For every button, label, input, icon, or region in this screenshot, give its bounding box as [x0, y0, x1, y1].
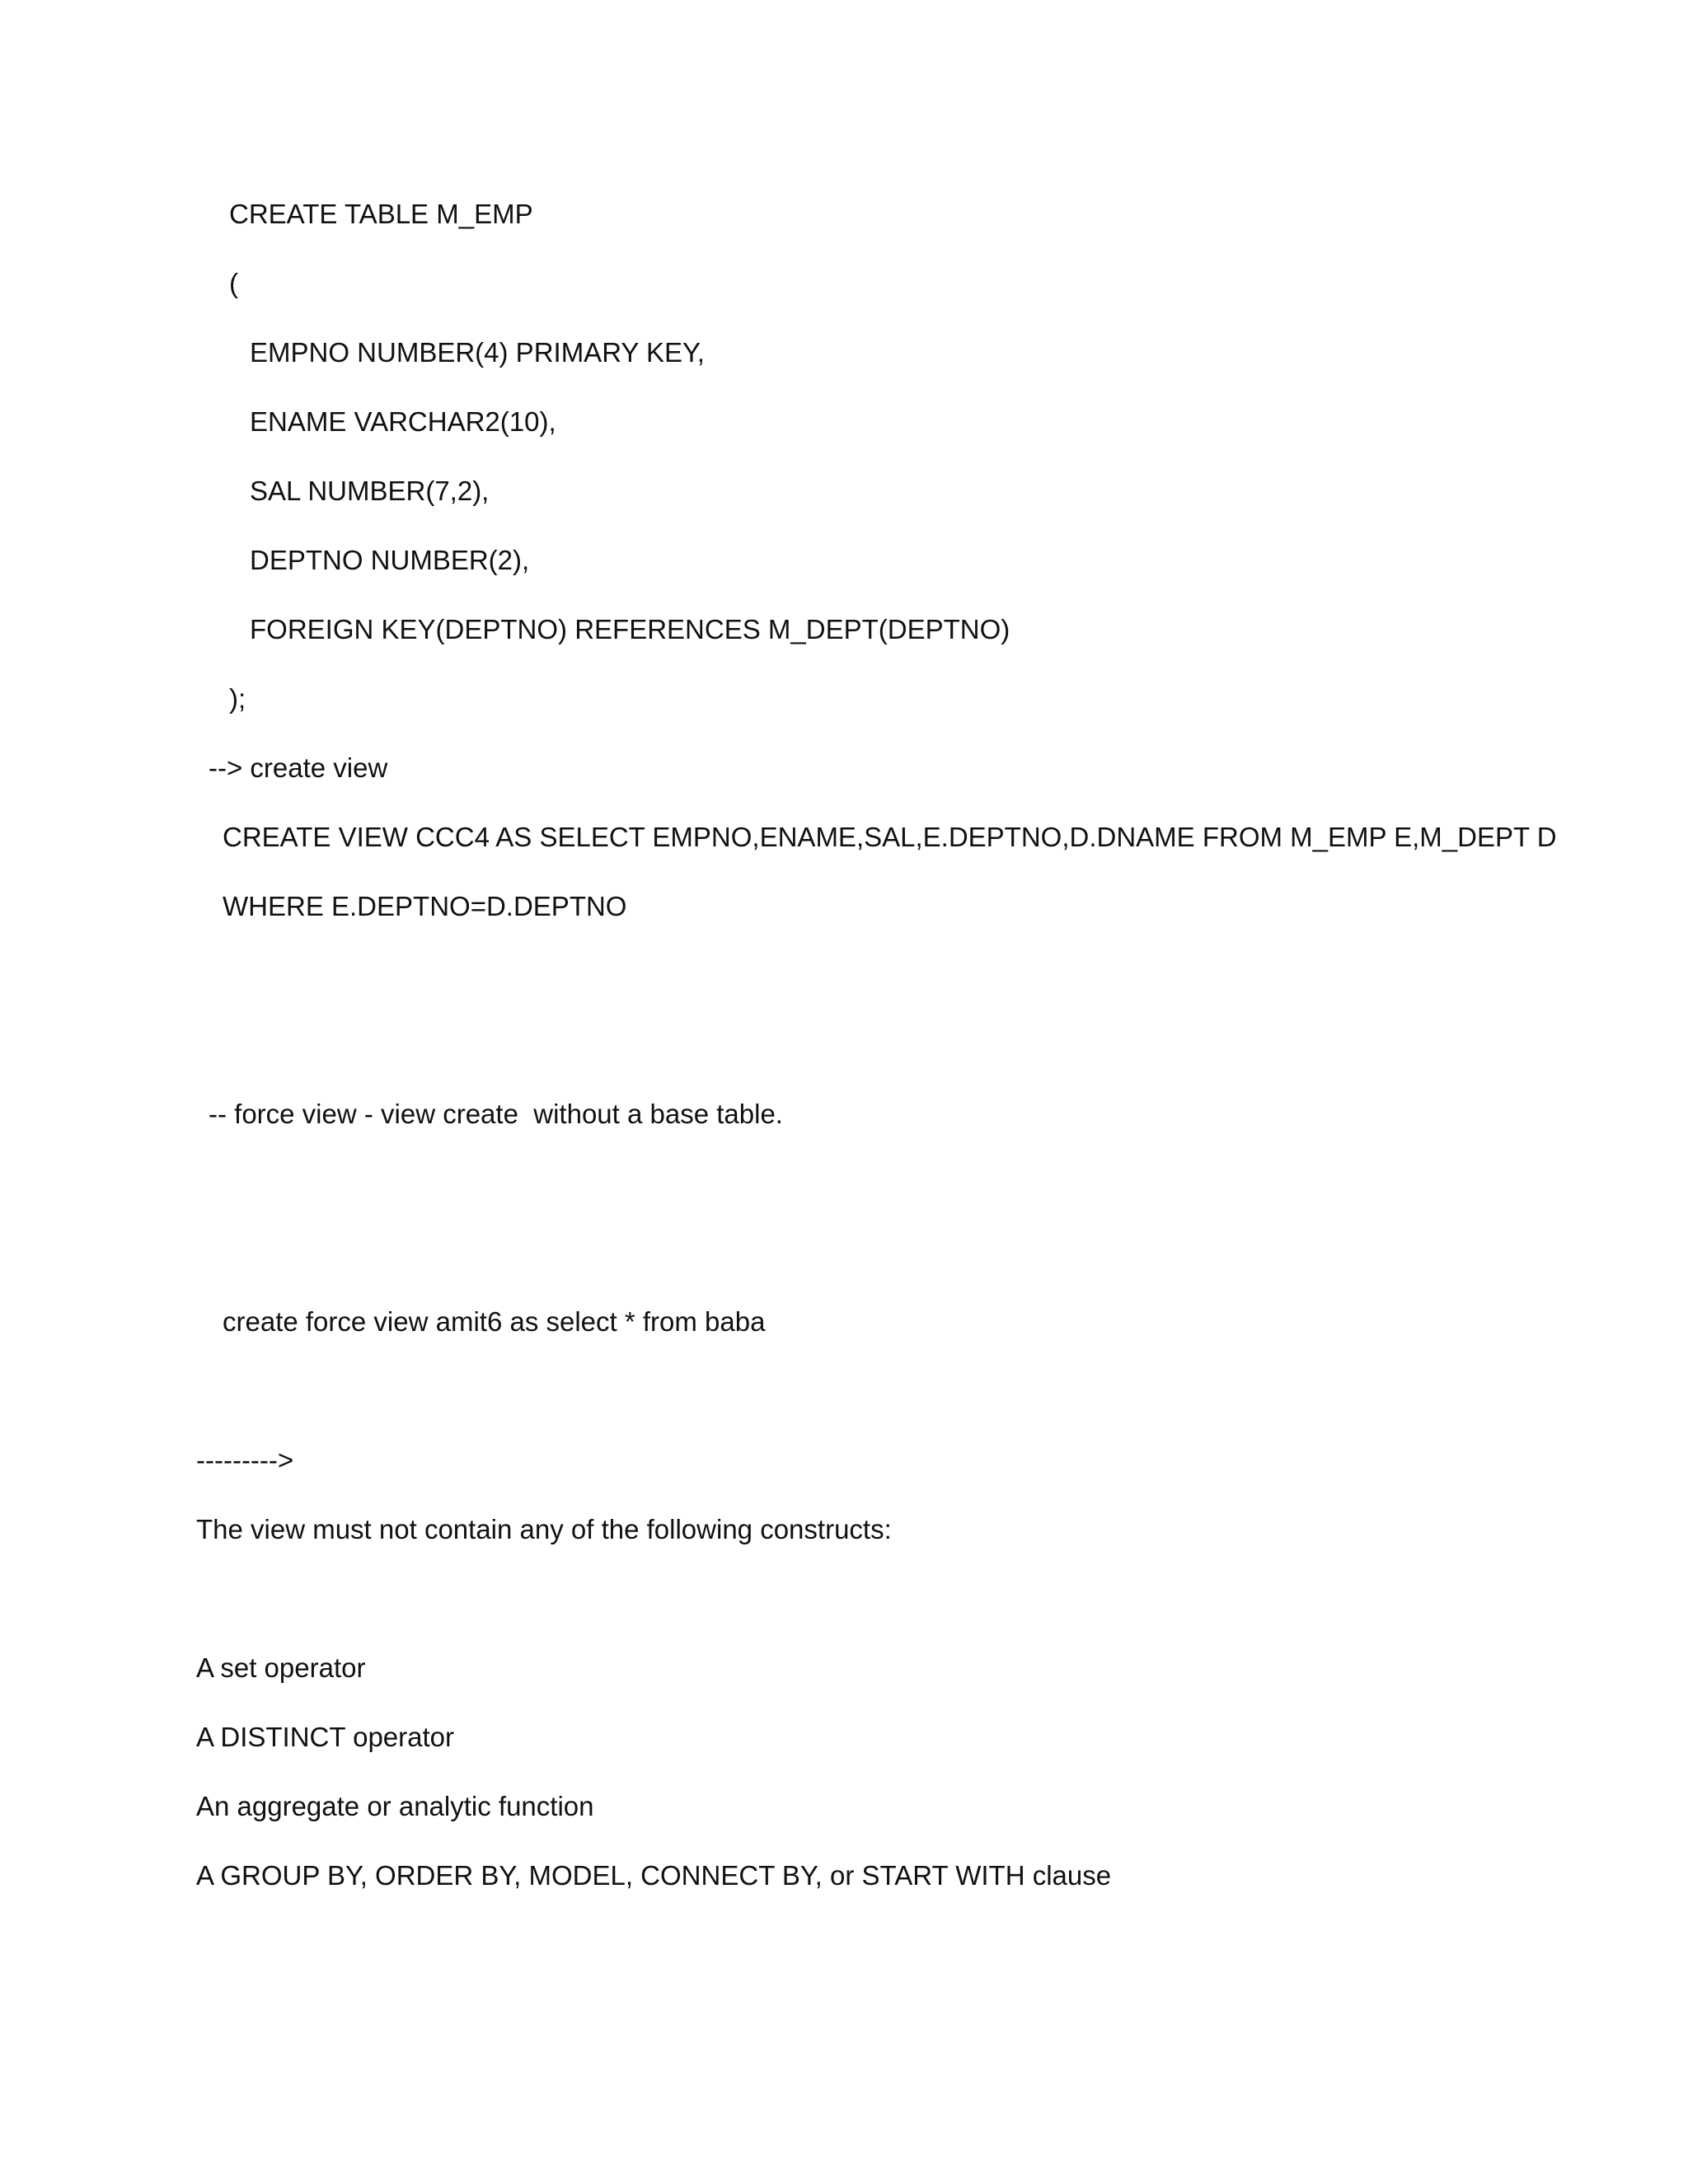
- code-line-foreign-key: FOREIGN KEY(DEPTNO) REFERENCES M_DEPT(DEPTNO): [250, 614, 1010, 644]
- code-line-empno: EMPNO NUMBER(4) PRIMARY KEY,: [250, 337, 705, 368]
- construct-item: A DISTINCT operator: [196, 1722, 455, 1752]
- code-line-sal: SAL NUMBER(7,2),: [250, 476, 490, 506]
- code-line-close-paren: );: [229, 683, 246, 714]
- code-line-create-table: CREATE TABLE M_EMP: [229, 199, 533, 229]
- code-line-open-paren: (: [229, 268, 238, 298]
- code-line-deptno: DEPTNO NUMBER(2),: [250, 545, 530, 575]
- create-view-heading: --> create view: [209, 752, 388, 783]
- view-sql-line-2: WHERE E.DEPTNO=D.DEPTNO: [223, 891, 627, 921]
- force-view-comment: -- force view - view create without a base table.: [209, 1099, 783, 1129]
- construct-item: An aggregate or analytic function: [196, 1791, 594, 1821]
- constructs-intro: The view must not contain any of the following constructs:: [196, 1514, 892, 1544]
- construct-item: A set operator: [196, 1652, 366, 1683]
- force-view-sql: create force view amit6 as select * from baba: [223, 1306, 766, 1337]
- construct-item: A GROUP BY, ORDER BY, MODEL, CONNECT BY, or START WITH clause: [196, 1860, 1112, 1891]
- arrow-marker: --------->: [196, 1445, 294, 1475]
- view-sql-line-1: CREATE VIEW CCC4 AS SELECT EMPNO,ENAME,SAL,E.DEPTNO,D.DNAME FROM M_EMP E,M_DEPT D: [223, 822, 1557, 852]
- code-line-ename: ENAME VARCHAR2(10),: [250, 406, 556, 437]
